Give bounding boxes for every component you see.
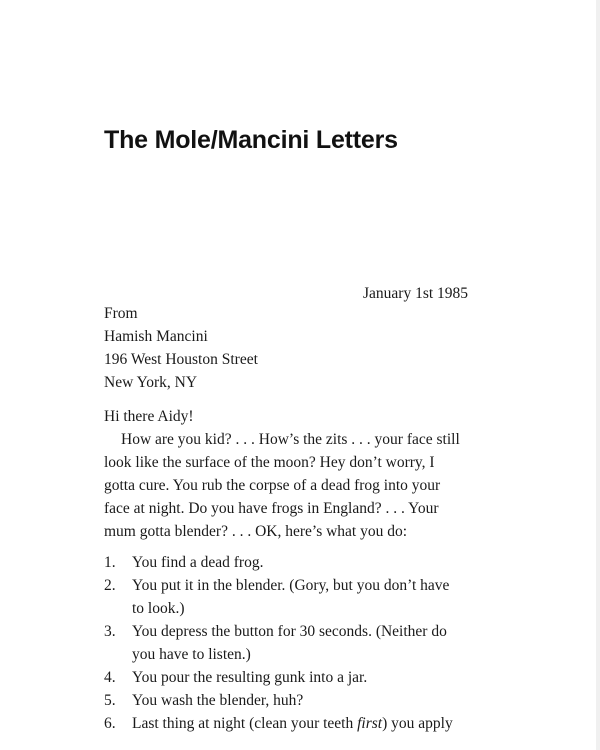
list-item-text-after: ) you apply — [382, 715, 453, 732]
sender-street: 196 West Houston Street — [104, 351, 258, 368]
emphasis-first: first — [357, 715, 383, 732]
paragraph-line: face at night. Do you have frogs in England? . . . Your — [104, 500, 439, 517]
list-item-text: You put it in the blender. (Gory, but you don’t have — [132, 577, 450, 594]
sender-city: New York, NY — [104, 374, 198, 391]
list-item-number: 4. — [104, 669, 116, 686]
page-edge — [596, 0, 600, 750]
chapter-title: The Mole/Mancini Letters — [104, 126, 398, 154]
list-item-text: You find a dead frog. — [132, 554, 264, 571]
list-item-number: 1. — [104, 554, 116, 571]
paragraph-line: gotta cure. You rub the corpse of a dead frog into your — [104, 477, 441, 494]
from-label: From — [104, 305, 138, 322]
list-item-number: 6. — [104, 715, 116, 732]
paragraph-line: look like the surface of the moon? Hey don’t worry, I — [104, 454, 435, 471]
list-item-number: 2. — [104, 577, 116, 594]
paragraph-line: How are you kid? . . . How’s the zits . . . your face still — [121, 431, 460, 448]
greeting: Hi there Aidy! — [104, 408, 194, 425]
list-item-text: you have to listen.) — [132, 646, 251, 663]
list-item-text-before: Last thing at night (clean your teeth — [132, 715, 358, 732]
list-item-text — [132, 715, 453, 733]
list-item-text: You pour the resulting gunk into a jar. — [132, 669, 368, 686]
list-item-text: You depress the button for 30 seconds. (Neither do — [132, 623, 447, 640]
list-item-number: 5. — [104, 692, 116, 709]
list-item-text: to look.) — [132, 600, 185, 617]
list-item-number: 3. — [104, 623, 116, 640]
paragraph-line: mum gotta blender? . . . OK, here’s what you do: — [104, 523, 408, 540]
sender-name: Hamish Mancini — [104, 328, 208, 345]
list-item-text: You wash the blender, huh? — [132, 692, 304, 709]
letter-date: January 1st 1985 — [363, 285, 469, 302]
